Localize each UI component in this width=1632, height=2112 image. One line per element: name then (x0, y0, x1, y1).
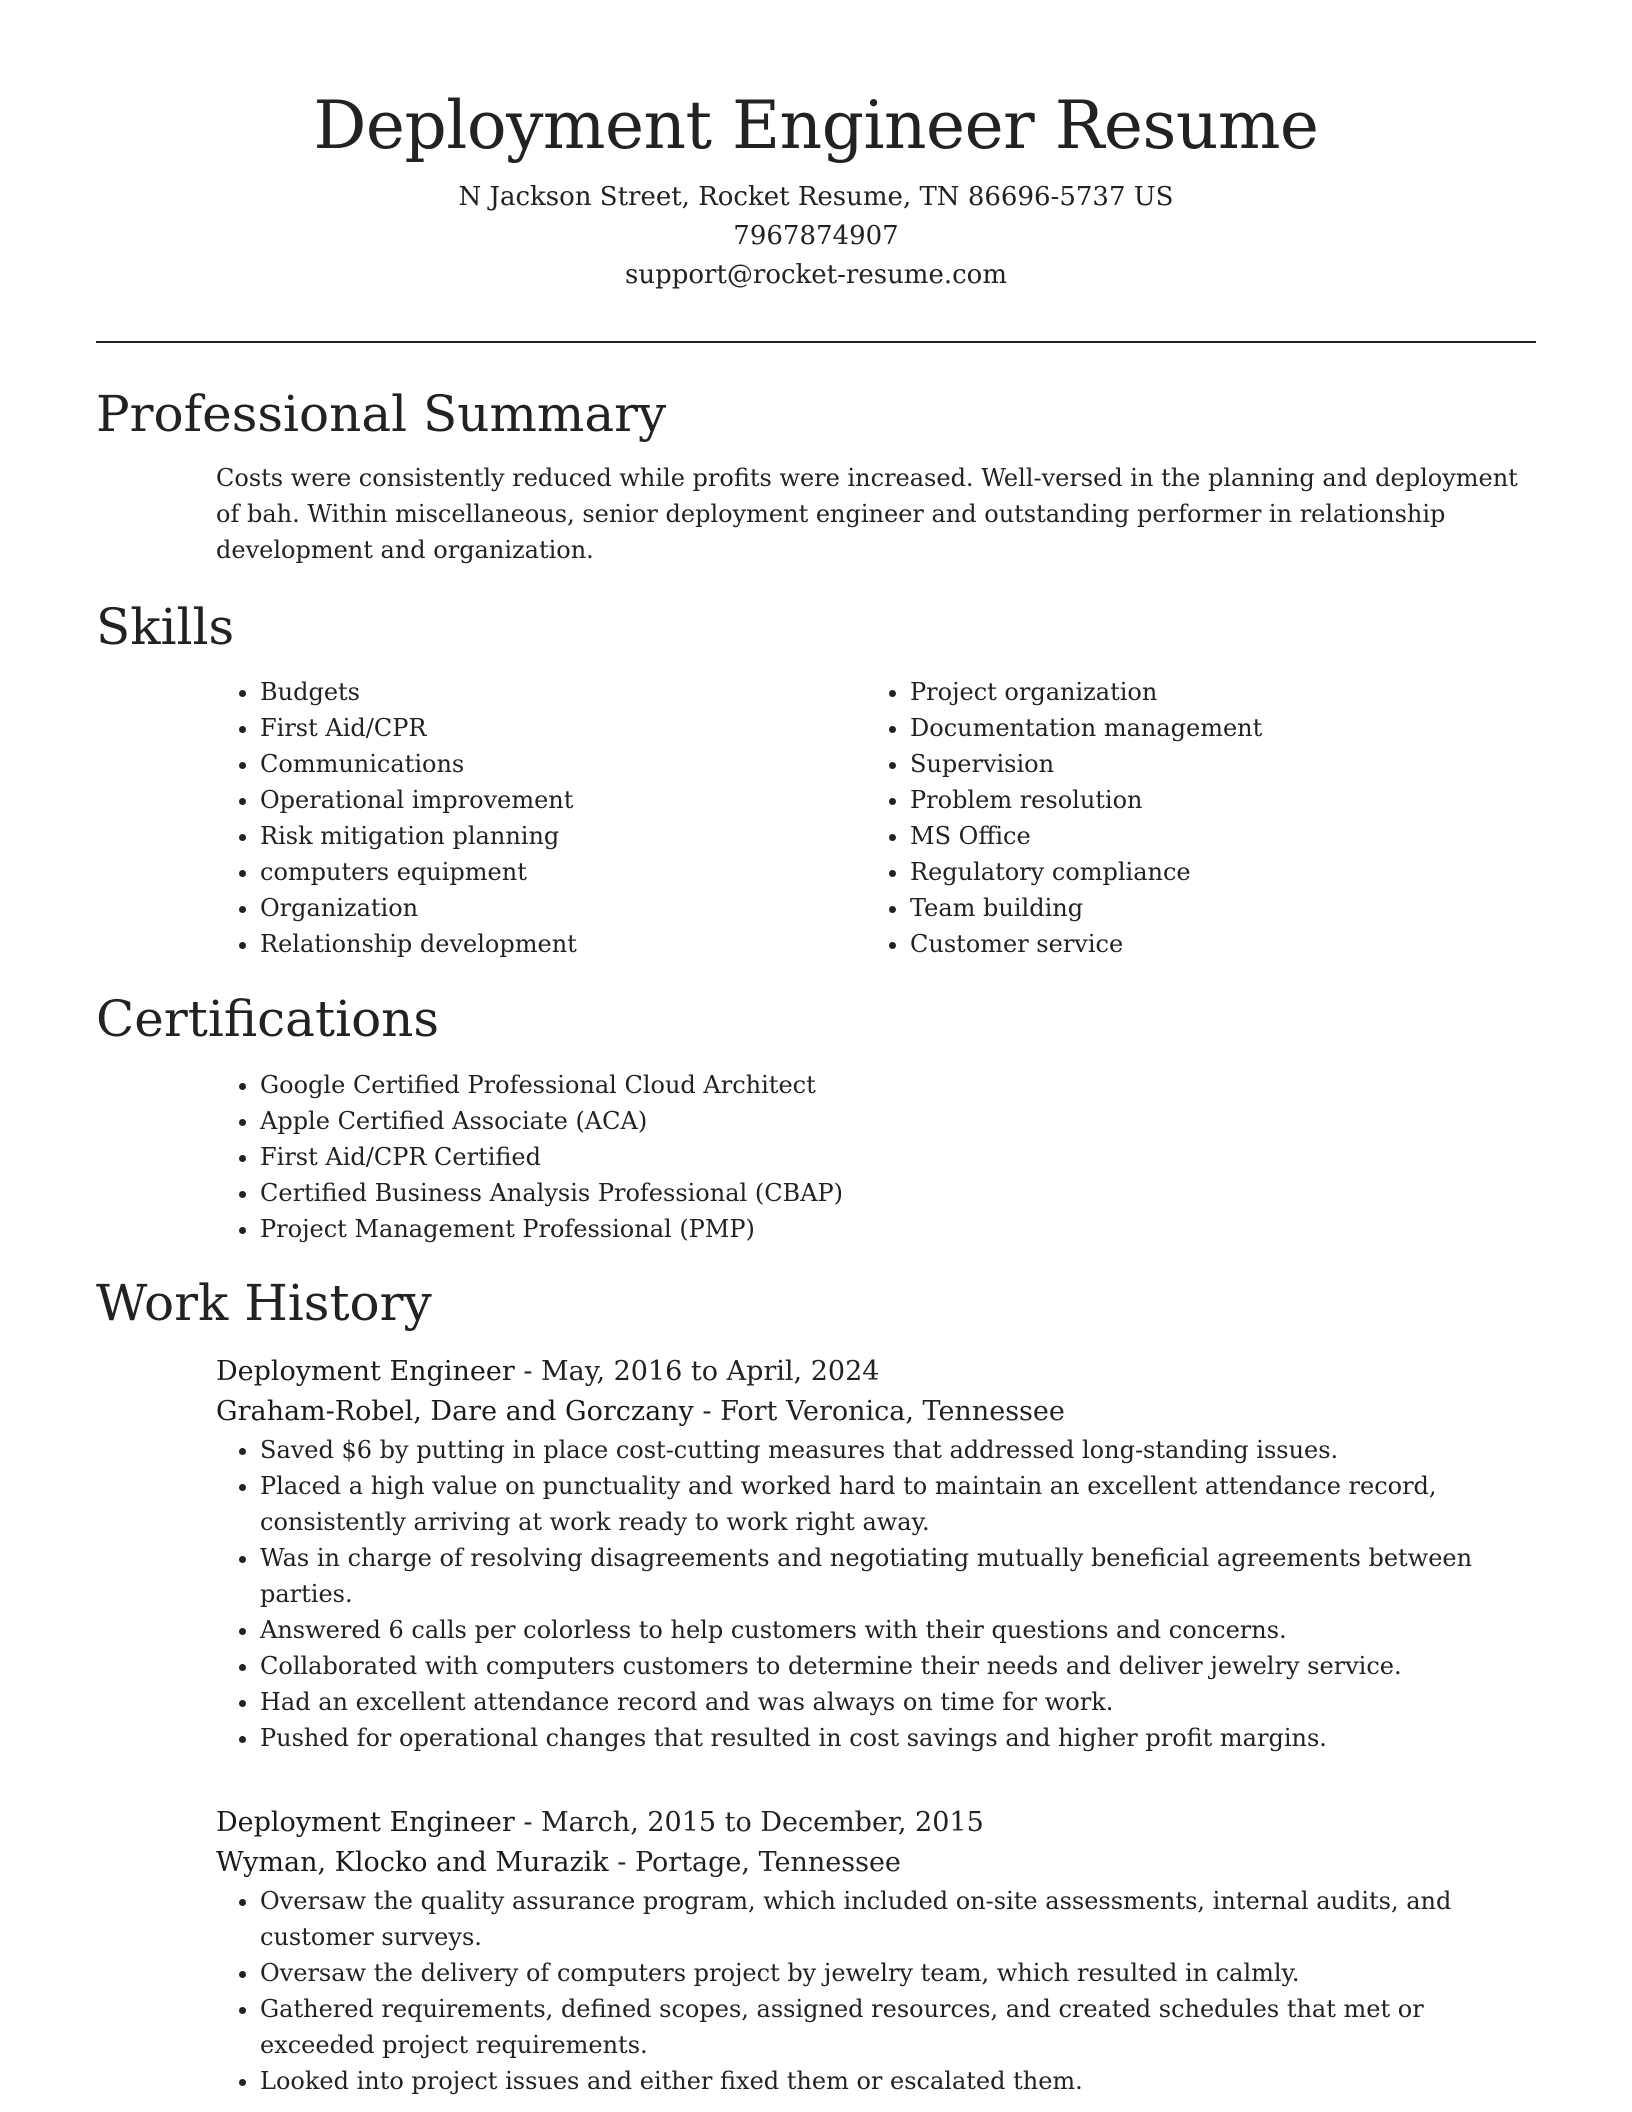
list-item: • computers equipment (260, 854, 856, 890)
skills-list-right (866, 674, 1536, 962)
separator: - (514, 1356, 542, 1387)
list-item: • Certified Business Analysis Professional (CBAP) (260, 1175, 1536, 1211)
list-item: • Looked into project issues and either fixed them or escalated them. (260, 2063, 1536, 2099)
resume-header (0, 0, 1632, 295)
list-item: • Pushed for operational changes that resulted in cost savings and higher profit margins. (260, 1720, 1536, 1756)
list-item: • Answered 6 calls per colorless to help customers with their questions and concerns. (260, 1612, 1536, 1648)
list-item: • Gathered requirements, defined scopes, assigned resources, and created schedules that met or exceeded project requirements. (260, 1991, 1536, 2063)
job-entry-1 (216, 1352, 1536, 1756)
job-title-line (216, 1803, 1536, 1843)
list-item: • Had an excellent attendance record and was always on time for work. (260, 1684, 1536, 1720)
list-item: • Team building (910, 890, 1536, 926)
job-location: Portage, Tennessee (634, 1847, 901, 1878)
certifications-list (216, 1067, 1536, 1247)
list-item: • Was in charge of resolving disagreements and negotiating mutually beneficial agreements between parties. (260, 1540, 1536, 1612)
contact-email: support@rocket-resume.com (624, 260, 1007, 290)
job-dates: March, 2015 to December, 2015 (541, 1807, 984, 1838)
list-item: • First Aid/CPR (260, 710, 856, 746)
contact-address: N Jackson Street, Rocket Resume, TN 86696-5737 US (458, 182, 1174, 212)
list-item: • Placed a high value on punctuality and worked hard to maintain an excellent attendance record, consistently arriving at work ready to work right away. (260, 1468, 1536, 1540)
job-company: Graham-Robel, Dare and Gorczany (216, 1396, 694, 1427)
separator: - (693, 1396, 721, 1427)
list-item: • Regulatory compliance (910, 854, 1536, 890)
list-item: • Documentation management (910, 710, 1536, 746)
job-entry-2 (216, 1803, 1536, 2099)
resume-title: Deployment Engineer Resume (313, 87, 1319, 164)
skills-column-right (866, 674, 1536, 962)
summary-heading: Professional Summary (96, 385, 667, 443)
list-item: • Oversaw the quality assurance program, which included on-site assessments, internal audits, and customer surveys. (260, 1883, 1536, 1955)
list-item: • Relationship development (260, 926, 856, 962)
list-item: • Google Certified Professional Cloud Architect (260, 1067, 1536, 1103)
list-item: • First Aid/CPR Certified (260, 1139, 1536, 1175)
work-history-heading: Work History (96, 1274, 432, 1332)
separator: - (514, 1807, 542, 1838)
list-item: • Supervision (910, 746, 1536, 782)
list-item: • Communications (260, 746, 856, 782)
list-item: • Organization (260, 890, 856, 926)
job-dates: May, 2016 to April, 2024 (541, 1356, 880, 1387)
list-item: • Customer service (910, 926, 1536, 962)
list-item: • Collaborated with computers customers to determine their needs and deliver jewelry service. (260, 1648, 1536, 1684)
skills-list-left (216, 674, 856, 962)
job-title-line (216, 1352, 1536, 1392)
job-bullets (216, 1883, 1536, 2099)
header-divider (96, 341, 1536, 343)
job-title: Deployment Engineer (216, 1356, 515, 1387)
list-item: • Apple Certified Associate (ACA) (260, 1103, 1536, 1139)
separator: - (608, 1847, 635, 1878)
job-company-line (216, 1843, 1536, 1883)
list-item: • Project organization (910, 674, 1536, 710)
list-item: • MS Office (910, 818, 1536, 854)
job-company-line (216, 1392, 1536, 1432)
job-location: Fort Veronica, Tennessee (720, 1396, 1065, 1427)
list-item: • Operational improvement (260, 782, 856, 818)
list-item: • Risk mitigation planning (260, 818, 856, 854)
certifications-block (216, 1067, 1536, 1247)
contact-block (0, 178, 1632, 295)
skills-column-left (216, 674, 856, 962)
job-title: Deployment Engineer (216, 1807, 515, 1838)
list-item: • Oversaw the delivery of computers project by jewelry team, which resulted in calmly. (260, 1955, 1536, 1991)
summary-text: Costs were consistently reduced while profits were increased. Well-versed in the planning and deployment of bah. Within miscellaneous, senior deployment engineer and outstanding performer in relationship development and organization. (216, 464, 1518, 564)
list-item: • Budgets (260, 674, 856, 710)
list-item: • Saved $6 by putting in place cost-cutting measures that addressed long-standing issues. (260, 1432, 1536, 1468)
job-bullets (216, 1432, 1536, 1756)
list-item: • Project Management Professional (PMP) (260, 1211, 1536, 1247)
contact-phone: 7967874907 (733, 221, 899, 251)
skills-heading: Skills (96, 598, 235, 656)
certifications-heading: Certifications (96, 990, 440, 1048)
job-company: Wyman, Klocko and Murazik (216, 1847, 609, 1878)
list-item: • Problem resolution (910, 782, 1536, 818)
